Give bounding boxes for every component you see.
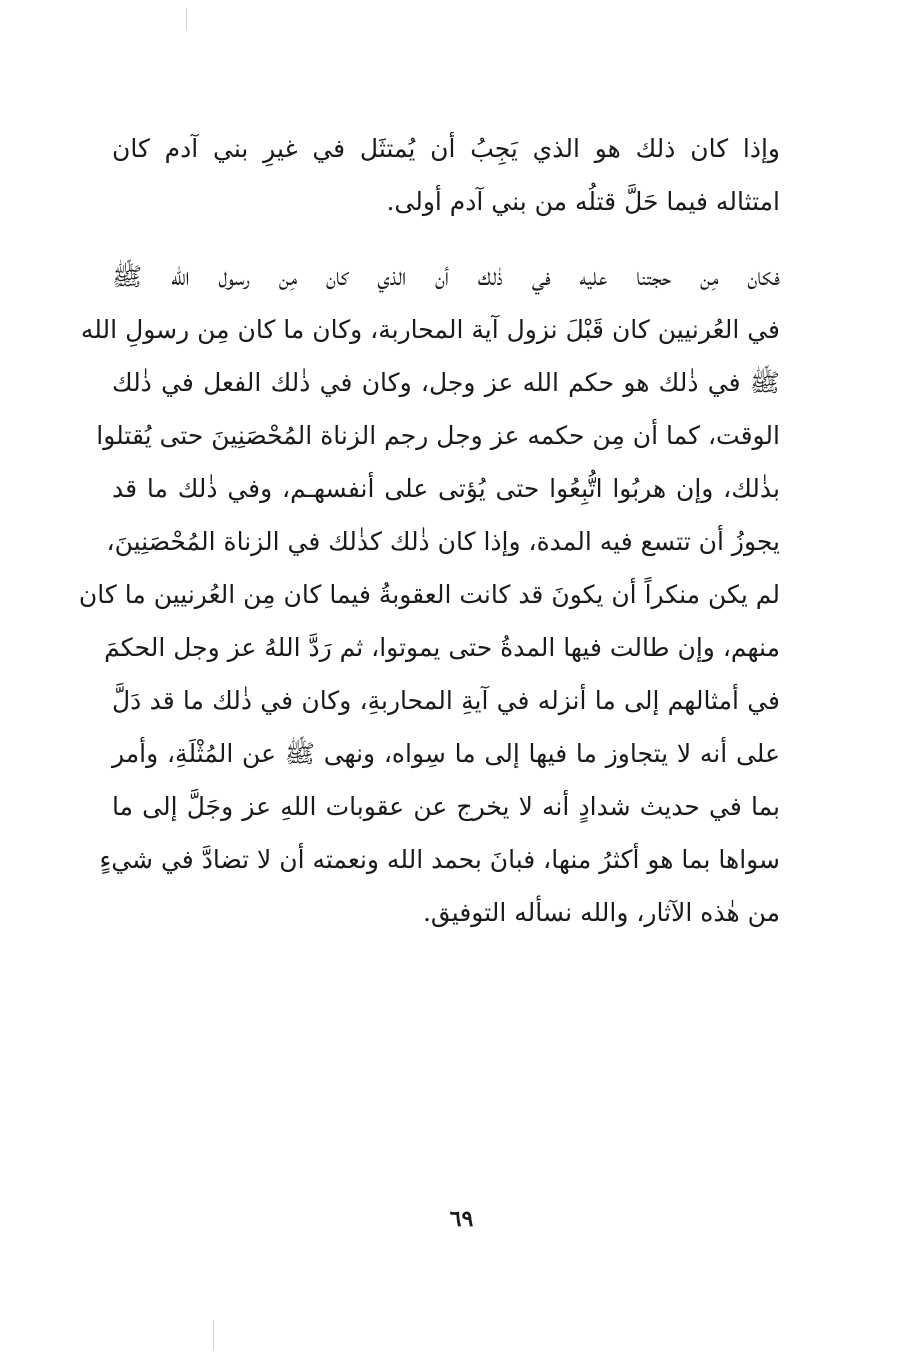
text-line: بذٰلك، وإن هربُوا اتُّبِعُوا حتى يُؤتى على أنفسهـم، وفي ذٰلك ما قد bbox=[112, 474, 780, 503]
scan-edge-mark-top bbox=[186, 8, 187, 30]
text-line: منهم، وإن طالت فيها المدةُ حتى يموتوا، ثم رَدَّ اللهُ عز وجل الحكمَ bbox=[104, 633, 780, 662]
text-line: لم يكن منكراً أن يكونَ قد كانت العقوبةُ فيما كان مِن العُرنيين ما كان bbox=[78, 580, 780, 609]
text-line: سواها بما هو أكثرُ منها، فبانَ بحمد الله ونعمته أن لا تضادَّ في شيءٍ bbox=[99, 845, 780, 874]
page-number: ٦٩ bbox=[449, 1206, 474, 1232]
text-line: وإذا كان ذلك هو الذي يَجِبُ أن يُمتثَل في غيرِ بني آدم كان bbox=[112, 134, 780, 163]
scan-edge-mark-bottom bbox=[213, 1320, 214, 1350]
text-line: فكان مِن حجتنا عليه في ذٰلك أن الذي كان مِن رسول الله ﷺ bbox=[112, 262, 780, 291]
text-line: امتثاله فيما حَلَّ قتلُه من بني آدم أولى. bbox=[386, 187, 780, 216]
body-text bbox=[78, 122, 820, 939]
paragraph-1 bbox=[112, 122, 820, 228]
text-line: من هٰذه الآثار، والله نسأله التوفيق. bbox=[422, 898, 780, 927]
text-line: يجوزُ أن تتسع فيه المدة، وإذا كان ذٰلك كذٰلك في الزناة المُحْصَنِينَ، bbox=[106, 527, 780, 556]
text-line: الوقت، كما أن مِن حكمه عز وجل رجم الزناة المُحْصَنِينَ حتى يُقتلوا bbox=[96, 421, 780, 450]
text-line: في العُرنيين كان قَبْلَ نزول آية المحاربة، وكان ما كان مِن رسولِ الله bbox=[80, 315, 780, 344]
text-line: بما في حديث شدادٍ أنه لا يخرج عن عقوبات اللهِ عز وجَلَّ إلى ما bbox=[112, 792, 780, 821]
text-line: في أمثالهم إلى ما أنزله في آيةِ المحاربةِ، وكان في ذٰلك ما قد دَلَّ bbox=[112, 686, 780, 715]
text-line: على أنه لا يتجاوز ما فيها إلى ما سِواه، ونهى ﷺ عن المُثْلَةِ، وأمر bbox=[112, 739, 780, 768]
text-line: ﷺ في ذٰلك هو حكم الله عز وجل، وكان في ذٰلك الفعل في ذٰلك bbox=[112, 368, 780, 397]
paragraph-2 bbox=[78, 250, 820, 939]
